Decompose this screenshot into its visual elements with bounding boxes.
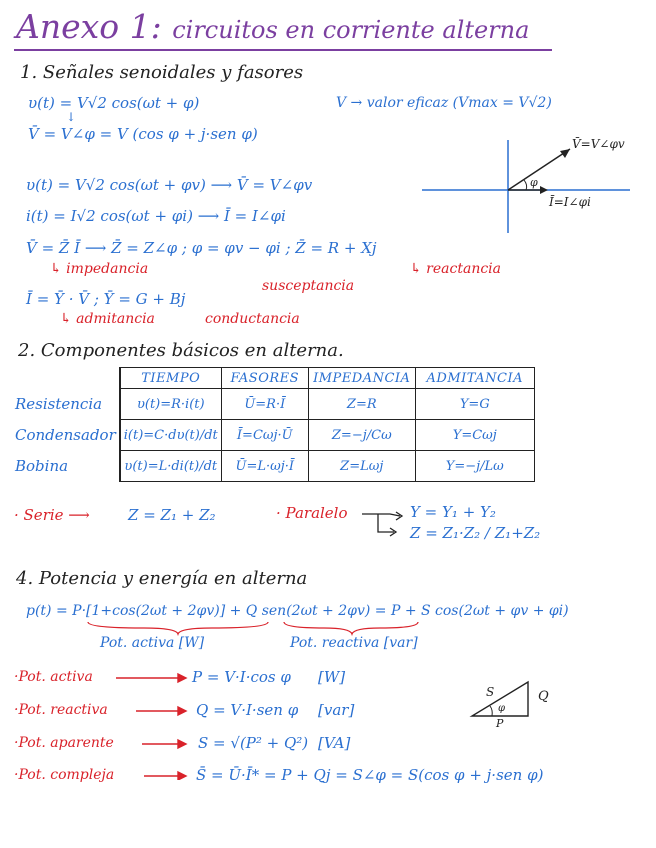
item-label-pot-reactiva: ·Pot. reactiva	[14, 702, 108, 718]
item-label-pot-compleja: ·Pot. compleja	[14, 767, 115, 783]
eq-voltage-time: υ(t) = V√2 cos(ωt + φ)	[28, 94, 200, 112]
unit-pot-aparente: [VA]	[318, 734, 351, 752]
eq-instant-power: p(t) = P·[1+cos(2ωt + 2φv)] + Q sen(2ωt + 2φv) = P + S cos(2ωt + φv + φi)	[26, 603, 569, 619]
cell-tiempo: υ(t)=R·i(t)	[120, 389, 222, 420]
section-2-heading: 2. Componentes básicos en alterna.	[18, 340, 344, 361]
page-title	[16, 7, 530, 46]
phasor-i-label: Ī=I∠φi	[549, 195, 591, 209]
eq-ohm-law: V̄ = Z̄ Ī ⟶ Z̄ = Z∠φ ; φ = φv − φi ; Z̄ = R + Xj	[26, 239, 377, 257]
power-arrows	[114, 668, 188, 780]
cell-impedancia: Z=R	[308, 389, 415, 420]
cell-admitancia: Y=−j/Lω	[415, 451, 534, 482]
eq-pot-reactiva: Q = V·I·sen φ	[196, 701, 299, 719]
cell-tiempo: i(t)=C·dυ(t)/dt	[120, 420, 222, 451]
phasor-v-arrow	[508, 149, 570, 190]
title-main: Anexo 1:	[16, 7, 162, 46]
cell-impedancia: Z=−j/Cω	[308, 420, 415, 451]
note-rms-value: V → valor eficaz (Vmax = V√2)	[336, 95, 552, 111]
eq-admittance: Ī = Ȳ · V̄ ; Ȳ = G + Bj	[26, 290, 186, 308]
phasor-angle-label: φ	[530, 176, 538, 189]
row-label-resistencia: Resistencia	[15, 395, 103, 413]
title-underline	[14, 49, 552, 51]
eq-voltage-phasor: υ(t) = V√2 cos(ωt + φv) ⟶ V̄ = V∠φv	[26, 176, 313, 194]
triangle-label-q: Q	[538, 689, 549, 704]
eq-pot-aparente: S = √(P² + Q²)	[198, 734, 309, 752]
row-label-bobina: Bobina	[15, 457, 69, 475]
paralelo-equation-y: Y = Y₁ + Y₂	[410, 503, 496, 521]
components-table	[12, 367, 535, 482]
phasor-angle-arc	[524, 180, 527, 190]
paralelo-bracket-arrow	[360, 510, 406, 538]
power-braces	[84, 620, 424, 636]
cell-fasores: Ī=Cωj·Ū	[221, 420, 308, 451]
brace-active	[88, 622, 268, 634]
phasor-i-arrowhead	[540, 186, 548, 194]
triangle-label-s: S	[486, 685, 495, 699]
cell-impedancia: Z=Lωj	[308, 451, 415, 482]
item-label-pot-activa: ·Pot. activa	[14, 669, 93, 685]
table-row	[12, 451, 534, 482]
eq-phasor-def: V̄ = V∠φ = V (cos φ + j·sen φ)	[28, 125, 258, 143]
label-reactancia: ↳ reactancia	[410, 261, 501, 277]
brace-reactive	[284, 622, 418, 634]
triangle-label-p: P	[496, 717, 504, 730]
paralelo-equation-z: Z = Z₁·Z₂ / Z₁+Z₂	[410, 524, 541, 542]
cell-tiempo: υ(t)=L·di(t)/dt	[120, 451, 222, 482]
column-header-tiempo: TIEMPO	[120, 368, 222, 389]
section-1-heading: 1. Señales senoidales y fasores	[20, 62, 304, 83]
serie-equation: Z = Z₁ + Z₂	[128, 506, 216, 524]
arrow-down-icon: ↓	[66, 110, 77, 124]
cell-fasores: Ū=L·ωj·Ī	[221, 451, 308, 482]
table-row	[12, 389, 534, 420]
cell-fasores: Ū=R·Ī	[221, 389, 308, 420]
eq-pot-compleja: S̄ = Ū·Ī* = P + Qj = S∠φ = S(cos φ + j·sen φ)	[196, 766, 544, 784]
triangle-angle-arc	[490, 706, 492, 716]
cell-admitancia: Y=Cωj	[415, 420, 534, 451]
note-pot-activa: Pot. activa [W]	[100, 635, 205, 651]
note-pot-reactiva: Pot. reactiva [var]	[290, 635, 418, 651]
column-header-fasores: FASORES	[221, 368, 308, 389]
section-4-heading: 4. Potencia y energía en alterna	[16, 568, 308, 589]
label-susceptancia: susceptancia	[262, 278, 355, 294]
phasor-v-arrowhead	[560, 149, 570, 158]
unit-pot-activa: [W]	[318, 668, 346, 686]
table-row	[12, 420, 534, 451]
serie-label: · Serie ⟶	[14, 506, 90, 524]
table-corner	[12, 368, 120, 389]
paralelo-label: · Paralelo	[276, 504, 348, 522]
label-impedancia: ↳ impedancia	[50, 261, 149, 277]
phasor-v-label: V̄=V∠φv	[572, 137, 625, 151]
label-admitancia: ↳ admitancia	[60, 311, 155, 327]
title-rest: circuitos en corriente alterna	[172, 16, 530, 44]
eq-current-phasor: i(t) = I√2 cos(ωt + φi) ⟶ Ī = I∠φi	[26, 207, 286, 225]
eq-pot-activa: P = V·I·cos φ	[192, 668, 291, 686]
row-label-condensador: Condensador	[15, 426, 116, 444]
item-label-pot-aparente: ·Pot. aparente	[14, 735, 114, 751]
table-header-row	[12, 368, 534, 389]
column-header-impedancia: IMPEDANCIA	[308, 368, 415, 389]
triangle-label-phi: φ	[498, 703, 506, 714]
column-header-admitancia: ADMITANCIA	[415, 368, 534, 389]
label-conductancia: conductancia	[205, 311, 300, 327]
unit-pot-reactiva: [var]	[318, 701, 355, 719]
cell-admitancia: Y=G	[415, 389, 534, 420]
